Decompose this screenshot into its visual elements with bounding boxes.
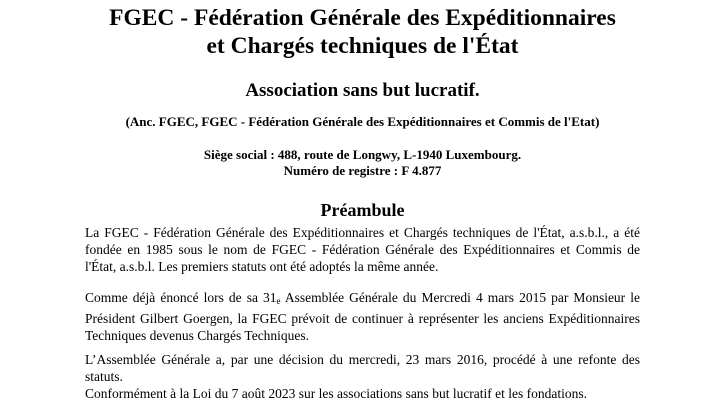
preamble-paragraph-4: Conformément à la Loi du 7 août 2023 sur les associations sans but lucratif et les fondations. [85, 386, 588, 401]
registration-block [0, 147, 725, 179]
preamble-paragraph-3: L’Assemblée Générale a, par une décision du mercredi, 23 mars 2016, procédé à une refonte des statuts. [85, 352, 640, 384]
document-subtitle: Association sans but lucratif. [245, 80, 480, 101]
preamble-paragraph-1: La FGEC - Fédération Générale des Expéditionnaires et Chargés techniques de l'État, a.s.b.l., a été fondée en 1985 sous le nom de FGEC - Fédération Générale des Expéditionnaires et Commis de l'État, a.s.b.l. Les premiers statuts ont été adoptés la même année. [85, 225, 640, 274]
title-line-2: et Chargés techniques de l'État [206, 33, 519, 59]
former-names: (Anc. FGEC, FGEC - Fédération Générale des Expéditionnaires et Commis de l'Etat) [125, 114, 600, 129]
preamble-paragraph-2 [85, 289, 640, 344]
paragraph-2-text-end: Assemblée Générale du Mercredi 4 mars 2015 par Monsieur le Président Gilbert Goergen, la FGEC prévoit de continuer à représenter les anciens Expéditionnaires Techniques devenus Chargés Techniques. [85, 290, 640, 343]
register-number: Numéro de registre : F 4.877 [283, 163, 442, 178]
preamble-heading: Préambule [320, 200, 405, 220]
ordinal-suffix: e [276, 296, 281, 306]
title-line-1: FGEC - Fédération Générale des Expéditionnaires [109, 5, 616, 31]
head-office-address: Siège social : 488, route de Longwy, L-1940 Luxembourg. [203, 147, 522, 162]
paragraph-2-text-start: Comme déjà énoncé lors de sa 31 [85, 290, 277, 305]
document-title [0, 4, 725, 60]
